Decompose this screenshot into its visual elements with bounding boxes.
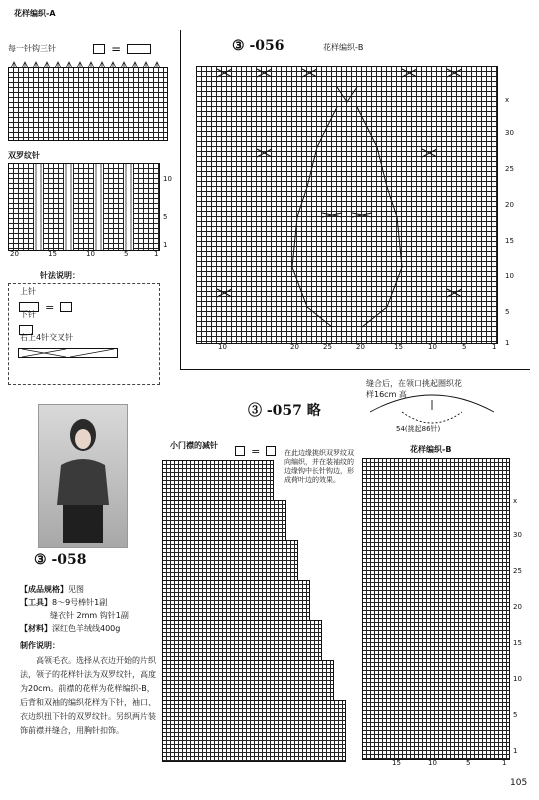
p057-y-tick: x xyxy=(513,497,518,505)
p057-y-tick: 20 xyxy=(513,603,522,611)
double-rib-x-tick: 15 xyxy=(48,250,57,258)
p057-x-tick: 15 xyxy=(392,759,401,767)
circle-badge-icon: ③ xyxy=(248,403,262,419)
p056-y-tick: 1 xyxy=(505,339,510,347)
p056-x-tick: 10 xyxy=(428,343,437,351)
collar-label: 54(挑起86针) xyxy=(396,425,441,433)
pattern-057-b-chart xyxy=(362,458,510,760)
stitch-symbol-icon xyxy=(93,44,105,54)
placket-chart xyxy=(162,460,352,770)
spec-label: 【工具】 xyxy=(20,598,52,607)
omitted-mark: 略 xyxy=(306,403,321,419)
spec-value: 深红色羊绒线400g xyxy=(52,624,121,633)
double-rib-y-tick: 5 xyxy=(163,213,168,221)
p057-x-tick: 1 xyxy=(502,759,507,767)
double-rib-y-tick: 10 xyxy=(163,175,172,183)
instructions-text: 高领毛衣。选择从衣边开始的片织法，领子的花样针法为双罗纹针，高度为20cm。前襟的花样为花样编织-B，后背和双袖的编织花样为下针，袖口、衣边织扭下针的双罗纹针。另织两片装饰前襟并缝合，用胸针扣饰。 xyxy=(20,656,156,735)
double-rib-y-tick: 1 xyxy=(163,241,168,249)
p056-x-tick: 20 xyxy=(356,343,365,351)
cable-cross-icon xyxy=(18,343,118,353)
spec-label: 【材料】 xyxy=(20,624,52,633)
pattern-056-chart xyxy=(196,66,498,344)
decrease-icon xyxy=(235,446,245,456)
double-rib-x-tick: 1 xyxy=(154,250,159,258)
p056-y-tick: 25 xyxy=(505,165,514,173)
pattern-057-b-title: 花样编织-B xyxy=(410,445,452,454)
page-number: 105 xyxy=(510,778,528,788)
pattern-a-symbol xyxy=(92,38,152,57)
equals-icon: = xyxy=(111,42,122,56)
p057-y-tick: 1 xyxy=(513,747,518,755)
spec-label: 【成品规格】 xyxy=(20,585,68,594)
circle-badge-icon: ③ xyxy=(232,38,245,54)
p056-x-tick: 15 xyxy=(394,343,403,351)
p057-x-tick: 10 xyxy=(428,759,437,767)
placket-title: 小门襟的减针 xyxy=(170,441,218,450)
stitch-symbol-icon xyxy=(127,44,151,54)
placket-note: 在此边缘挑织双罗纹双向编织，并在装袖纹的边缘钩中长针钩边，形成荷叶边的效果。 xyxy=(284,449,354,484)
circle-badge-icon: ③ xyxy=(34,552,47,568)
legend-label-cable: 右上4针交叉针 xyxy=(20,333,74,342)
p056-x-tick: 20 xyxy=(290,343,299,351)
p056-x-tick: 1 xyxy=(492,343,497,351)
collar-note: 缝合后，在领口挑起圈织花样16cm 高 xyxy=(366,379,462,399)
blank-cell-icon xyxy=(60,302,72,312)
p056-y-tick: 20 xyxy=(505,201,514,209)
equals-icon: = xyxy=(45,301,55,314)
pattern-a-legend: 每一针钩三针 xyxy=(8,44,56,53)
double-rib-x-tick: 10 xyxy=(86,250,95,258)
p057-y-tick: 10 xyxy=(513,675,522,683)
p056-x-tick: 10 xyxy=(218,343,227,351)
p057-x-tick: 5 xyxy=(466,759,471,767)
p056-x-tick: 5 xyxy=(462,343,467,351)
p057-y-tick: 15 xyxy=(513,639,522,647)
pattern-058-heading xyxy=(34,552,86,568)
p056-y-tick: 30 xyxy=(505,129,514,137)
instructions-title: 制作说明： xyxy=(20,641,60,650)
p056-y-tick: 10 xyxy=(505,272,514,280)
legend-label-purl: 上针 xyxy=(20,287,36,296)
double-rib-chart xyxy=(8,163,160,251)
pattern-number: -058 xyxy=(51,552,87,568)
blank-cell-icon xyxy=(266,446,276,456)
spec-value: 缝衣针 2mm 钩针1副 xyxy=(50,611,129,620)
spec-value: 见图 xyxy=(68,585,84,594)
model-photo xyxy=(38,404,128,548)
p057-y-tick: 25 xyxy=(513,567,522,575)
pattern-number: -056 xyxy=(249,38,285,54)
pattern-056-subtitle: 花样编织-B xyxy=(323,43,364,52)
spec-value: 8～9号棒针1副 xyxy=(52,598,108,607)
pattern-056-heading xyxy=(232,38,284,54)
double-rib-x-tick: 5 xyxy=(124,250,129,258)
pattern-a-chart xyxy=(8,67,168,141)
pattern-057-heading xyxy=(248,400,321,420)
stitch-legend-title: 针法说明： xyxy=(40,271,80,280)
equals-icon: = xyxy=(251,445,261,458)
pattern-058-specs xyxy=(20,583,170,635)
p056-y-tick: x xyxy=(505,96,510,104)
crochet-shell-icons xyxy=(8,56,166,66)
p057-y-tick: 5 xyxy=(513,711,518,719)
pattern-number: -057 xyxy=(266,403,302,419)
pattern-a-title: 花样编织-A xyxy=(14,9,56,18)
placket-symbol xyxy=(234,440,277,459)
double-rib-title: 双罗纹针 xyxy=(8,151,40,160)
section-divider xyxy=(180,30,181,370)
p056-x-tick: 25 xyxy=(323,343,332,351)
section-divider xyxy=(180,369,530,370)
double-rib-x-tick: 20 xyxy=(10,250,19,258)
p057-y-tick: 30 xyxy=(513,531,522,539)
legend-label-knit: 下针 xyxy=(20,310,36,319)
p056-y-tick: 5 xyxy=(505,308,510,316)
p056-y-tick: 15 xyxy=(505,237,514,245)
